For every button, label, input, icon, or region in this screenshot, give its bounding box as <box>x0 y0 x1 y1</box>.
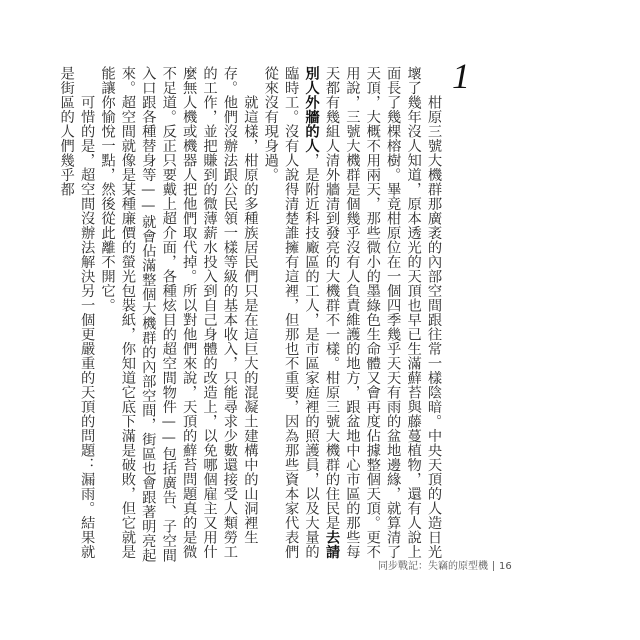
paragraph-2-text: 就這樣，柑原的多種族居民們只是在這巨大的混凝土建構中的山洞裡生存。他們沒辦法跟公民領一樣等級的基本收入，只能尋求少數還接受人類勞工的工作，並把賺到的微薄薪水投入到自己身體的改造上，以免哪個雇主又用什麼無人機或機器人把他們取代掉。所以對他們來說，天頂的蘚苔問題真的是微不足道。反正只要戴上超介面，各種炫目的超空間物件——包括廣告、子空間入口跟各種替身等——就會佔滿整個大機群的內部空間，街區也會跟著明亮起來。超空間就像是某種廉價的螢光包裝紙，你知道它底下滿是破敗，但它就是能讓你愉悅一點，然後從此離不開它。 <box>99 66 259 563</box>
paragraph-2 <box>97 66 260 570</box>
footer-divider <box>493 561 494 571</box>
paragraph-3-text: 可惜的是，超空間沒辦法解決另一個更嚴重的天頂的問題：漏雨。結果就是街區的人們幾乎都 <box>58 66 96 559</box>
paragraph-1 <box>260 66 444 570</box>
chapter-number: 1 <box>452 56 470 96</box>
page-footer <box>378 557 512 572</box>
paragraph-1-emphasis: 去請別人外牆的人 <box>303 66 340 559</box>
page-number: 16 <box>499 561 512 572</box>
book-title: 同步戰記：失竊的原型機 <box>378 561 488 572</box>
paragraph-1-part-3: ，是附近科技廠區的工人，是市區家庭裡的照護員，以及大量的臨時工。沒有人說得清楚誰擁有這裡，但那也不重要，因為那些資本家代表們從來沒有現身過。 <box>262 66 320 559</box>
body-text <box>56 66 444 570</box>
paragraph-1-part-1: 柑原三號大機群那廣袤的內部空間跟往常一樣陰暗。中央天頂的人造日光壞了幾年沒人知道，原本透光的天頂也早已生滿蘚苔與藤蔓植物，還有人說上面長了幾棵榕樹。畢竟柑原位在一個四季幾乎天天有雨的盆地邊緣，就算清了天頂，大概不用兩天，那些微小的墨綠色生命體又會再度佔據整個天頂。更不用說，三號大機群是個幾乎沒有人負責維護的地方，跟盆地中心市區的那些每天都有幾組人清外牆清到發亮的大機群不一樣。柑原三號大機群的住民是 <box>323 66 442 559</box>
paragraph-3 <box>56 66 97 570</box>
